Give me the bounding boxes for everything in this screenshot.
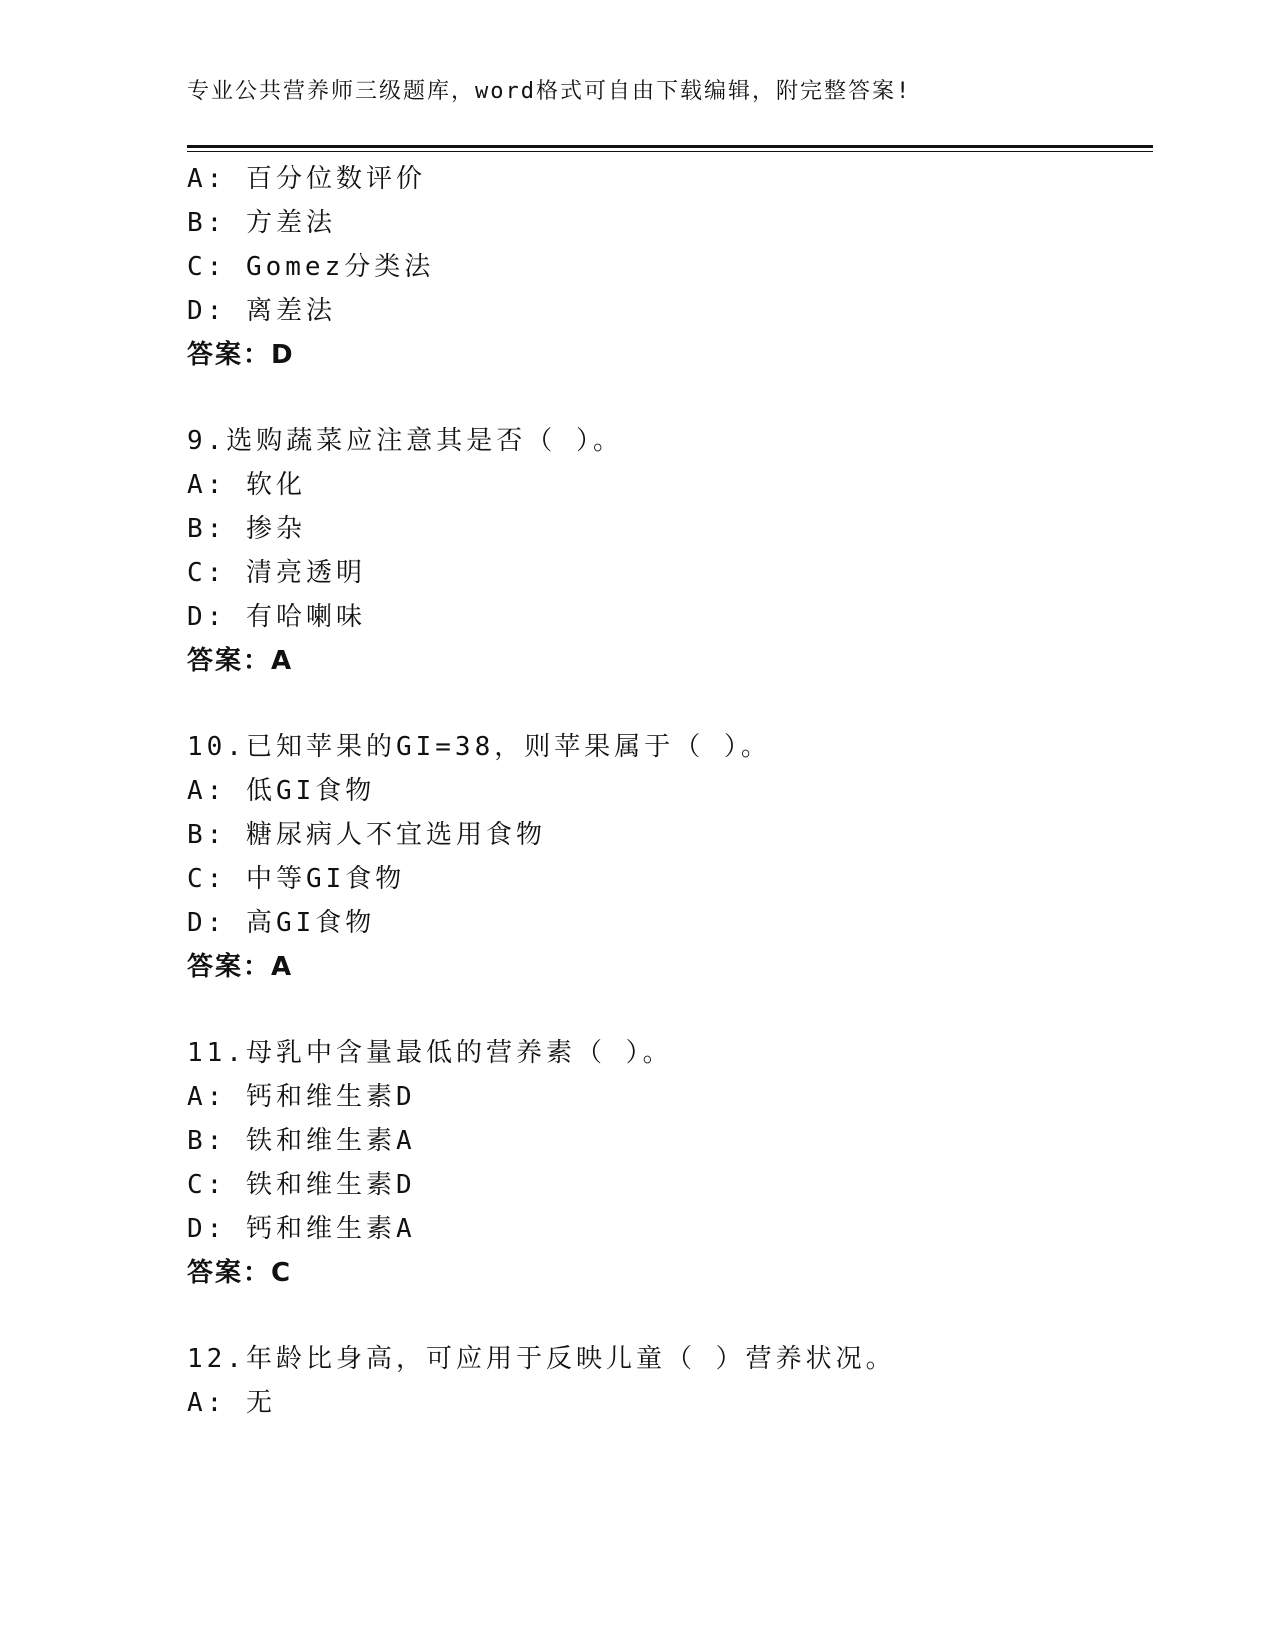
question-11-option-c: C: 铁和维生素D [187,1170,416,1200]
question-11-option-d: D: 钙和维生素A [187,1214,416,1244]
question-11-answer: 答案：C [187,1258,293,1288]
question-9-option-a: A: 软化 [187,470,306,500]
question-12-title: 12.年龄比身高，可应用于反映儿童（ ）营养状况。 [187,1344,896,1374]
question-9-option-b: B: 掺杂 [187,514,306,544]
question-10-option-d: D: 高GI食物 [187,908,376,938]
header-divider-thick [187,145,1153,148]
question-9-option-c: C: 清亮透明 [187,558,366,588]
question-8-option-d: D: 离差法 [187,296,336,326]
question-8-option-b: B: 方差法 [187,208,336,238]
header-divider-thin [187,151,1153,152]
question-8-answer: 答案：D [187,340,295,370]
question-10-answer: 答案：A [187,952,294,982]
question-9-option-d: D: 有哈喇味 [187,602,366,632]
question-10-option-b: B: 糖尿病人不宜选用食物 [187,820,546,850]
question-11-title: 11.母乳中含量最低的营养素（ ）。 [187,1038,673,1068]
question-11-option-a: A: 钙和维生素D [187,1082,416,1112]
question-10-option-c: C: 中等GI食物 [187,864,406,894]
page-header: 专业公共营养师三级题库，word格式可自由下载编辑，附完整答案! [187,79,912,104]
question-9-answer: 答案：A [187,646,294,676]
question-10-option-a: A: 低GI食物 [187,776,376,806]
question-8-option-a: A: 百分位数评价 [187,164,426,194]
question-10-title: 10.已知苹果的GI=38，则苹果属于（ ）。 [187,732,771,762]
question-12-option-a: A: 无 [187,1388,276,1418]
question-9-title: 9.选购蔬菜应注意其是否（ ）。 [187,426,623,456]
question-11-option-b: B: 铁和维生素A [187,1126,416,1156]
question-8-option-c: C: Gomez分类法 [187,252,435,282]
